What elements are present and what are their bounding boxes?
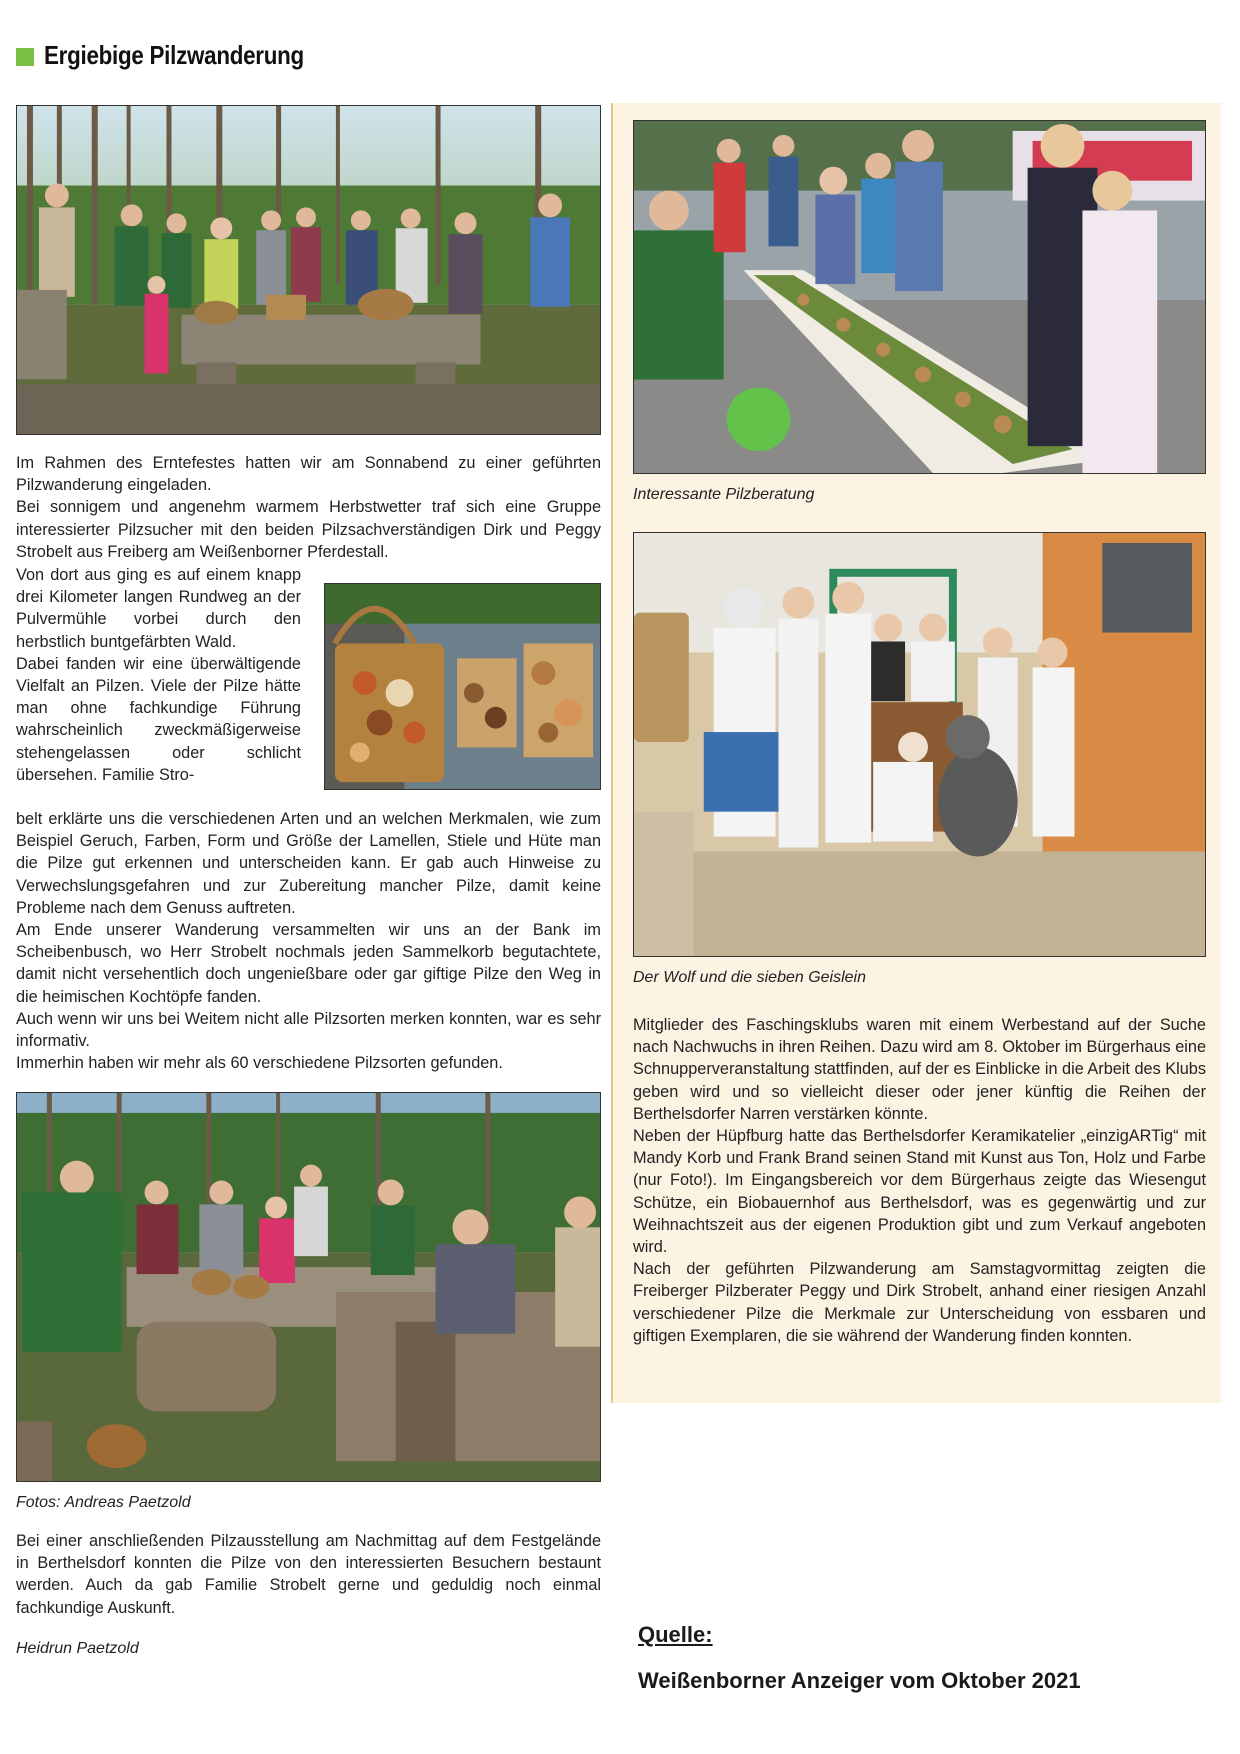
source-label: Quelle: — [638, 1622, 713, 1647]
title-marker — [16, 48, 34, 66]
photo-caption-exhibition: Interessante Pilzberatung — [633, 486, 815, 503]
paragraph: Am Ende unserer Wanderung versammelten wir uns an der Bank im Scheibenbusch, wo Herr Strobelt nochmals jeden Sammelkorb begutachtete, damit nicht versehentlich doch ungenießbare oder gar giftige Pilze den Weg in die heimischen Kochtöpfe fanden. — [16, 921, 601, 1006]
sidebar-text — [633, 1014, 1206, 1347]
photo-wolf-theatre — [633, 532, 1206, 957]
photo-caption-theatre: Der Wolf und die sieben Geislein — [633, 969, 867, 986]
author-name: Heidrun Paetzold — [16, 1640, 139, 1657]
source-text: Weißenborner Anzeiger vom Oktober 2021 — [638, 1668, 1081, 1693]
paragraph: Immerhin haben wir mehr als 60 verschiedene Pilzsorten gefunden. — [16, 1054, 503, 1073]
paragraph: Von dort aus ging es auf einem knapp drei Kilometer langen Rundweg an der Pulvermühle vorbei durch den herbstlich buntgefärbten Wald. — [16, 566, 301, 651]
article-closing — [16, 1530, 601, 1619]
paragraph: Mitglieder des Faschingsklubs waren mit einem Werbestand auf der Suche nach Nachwuchs in ihren Reihen. Dazu wird am 8. Oktober im Bürgerhaus eine Schnupperveranstaltung stattfinden, auf der es Einblicke in die Arbeit des Klubs geben wird und so vielleicht dieser oder jener künftig die Reihen der Berthelsdorfer Narren verstärken könnte. — [633, 1016, 1206, 1123]
paragraph: belt erklärte uns die verschiedenen Arten und an welchen Merkmalen, wie zum Beispiel Geruch, Farben, Form und Größe der Lamellen, Stiele und Hüte man die Pilze gut erkennen und unterscheiden kann. Er gab auch Hinweise zu Verwechslungsgefahren und zur Zubereitung mancher Pilze, damit keine Probleme nach dem Genuss auftreten. — [16, 810, 601, 917]
paragraph: Im Rahmen des Erntefestes hatten wir am Sonnabend zu einer geführten Pilzwanderung eingeladen. — [16, 454, 601, 495]
paragraph: Bei sonnigem und angenehm warmem Herbstwetter traf sich eine Gruppe interessierter Pilzsucher mit den beiden Pilzsachverständigen Dirk und Peggy Strobelt aus Freiberg am Weißenborner Pferdestall. — [16, 498, 601, 561]
paragraph: Neben der Hüpfburg hatte das Berthelsdorfer Keramikatelier „einzigARTig“ mit Mandy Korb und Frank Brand seinen Stand mit Kunst aus Ton, Holz und Farbe (nur Foto!). Im Eingangsbereich vor dem Bürgerhaus zeigte das Wiesengut Schütze, ein Biobauernhof aus Berthelsdorf, was es gegenwärtig und zur Weihnachtszeit aus der eigenen Produktion gibt und zum Verkauf angeboten wird. — [633, 1127, 1206, 1257]
article-intro — [16, 452, 601, 563]
article-continued — [16, 808, 601, 1074]
paragraph: Bei einer anschließenden Pilzausstellung am Nachmittag auf dem Festgelände in Berthelsdorf konnten die Pilze von den interessierten Besuchern bestaunt werden. Auch da gab Familie Strobelt gerne und geduldig noch einmal fachkundige Auskunft. — [16, 1532, 601, 1617]
paragraph: Nach der geführten Pilzwanderung am Samstagvormittag zeigten die Freiberger Pilzberater Peggy und Dirk Strobelt, anhand einer riesigen Anzahl verschiedener Pilze die Merkmale zur Unterscheidung von essbaren und giftigen Exemplaren, die sie während der Wanderung finden konnten. — [633, 1260, 1206, 1345]
photo-group-forest — [16, 105, 601, 435]
paragraph: Dabei fanden wir eine überwältigende Vielfalt an Pilzen. Viele der Pilze hätte man ohne fachkundige Führung wahrscheinlich zweckmäßigerweise stehengelassen oder schlicht übersehen. Familie Stro- — [16, 654, 301, 784]
photo-mushroom-baskets — [324, 583, 601, 790]
article-wrap-column — [16, 564, 301, 786]
article-title: Ergiebige Pilzwanderung — [44, 40, 304, 70]
photo-group-bench — [16, 1092, 601, 1482]
paragraph: Auch wenn wir uns bei Weitem nicht alle Pilzsorten merken konnten, war es sehr informativ. — [16, 1009, 601, 1051]
photo-credit: Fotos: Andreas Paetzold — [16, 1494, 191, 1511]
photo-mushroom-exhibition — [633, 120, 1206, 474]
